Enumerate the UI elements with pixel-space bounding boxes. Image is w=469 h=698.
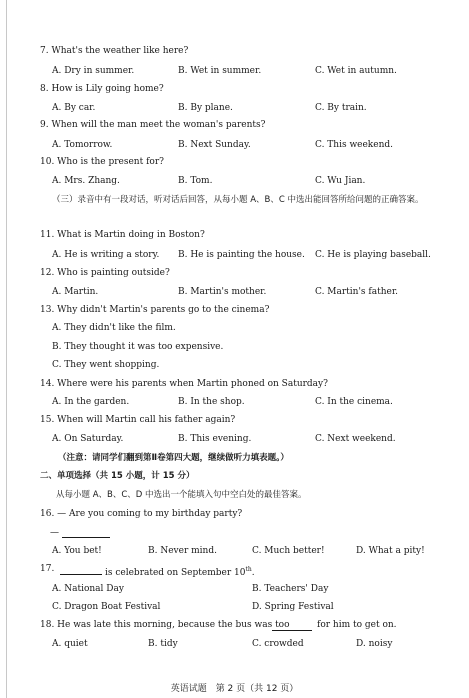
option-12c: C. Martin's father.	[315, 287, 399, 297]
option-17c: C. Dragon Boat Festival	[52, 602, 161, 612]
option-13c: C. They went shopping.	[52, 360, 160, 370]
section-2-instruction: 从每小题 A、B、C、D 中选出一个能填入句中空白处的最佳答案。	[56, 490, 307, 500]
option-9c: C. This weekend.	[315, 140, 393, 150]
question-9: 9. When will the man meet the woman's parents?	[40, 120, 266, 130]
option-8b: B. By plane.	[178, 103, 233, 113]
question-17-text	[105, 564, 255, 579]
question-8: 8. How is Lily going home?	[40, 84, 164, 94]
option-11c: C. He is playing baseball.	[315, 250, 431, 260]
option-10b: B. Tom.	[178, 176, 213, 186]
answer-blank-17	[60, 574, 102, 575]
question-16-reply-dash: —	[50, 528, 59, 538]
question-7: 7. What's the weather like here?	[40, 46, 189, 56]
question-17-number: 17.	[40, 564, 55, 574]
option-15a: A. On Saturday.	[52, 434, 124, 444]
question-13: 13. Why didn't Martin's parents go to the cinema?	[40, 305, 270, 315]
option-10c: C. Wu Jian.	[315, 176, 366, 186]
option-15c: C. Next weekend.	[315, 434, 396, 444]
question-17-rest: is celebrated on September 10	[105, 568, 246, 578]
option-16b: B. Never mind.	[148, 546, 217, 556]
listening-note: （注意：请同学们翻到第Ⅱ卷第四大题，继续做听力填表题。）	[58, 453, 289, 463]
option-10a: A. Mrs. Zhang.	[52, 176, 120, 186]
option-18b: B. tidy	[148, 639, 178, 649]
option-13b: B. They thought it was too expensive.	[52, 342, 224, 352]
option-9b: B. Next Sunday.	[178, 140, 251, 150]
option-7a: A. Dry in summer.	[52, 66, 135, 76]
binding-margin-line	[6, 0, 7, 698]
option-17a: A. National Day	[52, 584, 124, 594]
answer-blank-18	[272, 630, 312, 631]
question-11: 11. What is Martin doing in Boston?	[40, 230, 205, 240]
option-8a: A. By car.	[52, 103, 96, 113]
option-16d: D. What a pity!	[356, 546, 425, 556]
option-17b: B. Teachers' Day	[252, 584, 329, 594]
option-16c: C. Much better!	[252, 546, 325, 556]
option-7c: C. Wet in autumn.	[315, 66, 397, 76]
option-15b: B. This evening.	[178, 434, 252, 444]
option-16a: A. You bet!	[52, 546, 102, 556]
option-11b: B. He is painting the house.	[178, 250, 305, 260]
question-16: 16. — Are you coming to my birthday party?	[40, 509, 243, 519]
question-10: 10. Who is the present for?	[40, 157, 164, 167]
question-12: 12. Who is painting outside?	[40, 268, 170, 278]
option-13a: A. They didn't like the film.	[52, 323, 176, 333]
question-15: 15. When will Martin call his father again?	[40, 415, 236, 425]
question-14: 14. Where were his parents when Martin phoned on Saturday?	[40, 379, 328, 389]
question-18-part1: 18. He was late this morning, because the bus was too	[40, 620, 290, 630]
option-18a: A. quiet	[52, 639, 88, 649]
option-18d: D. noisy	[356, 639, 393, 649]
option-9a: A. Tomorrow.	[52, 140, 113, 150]
option-12a: A. Martin.	[52, 287, 99, 297]
option-17d: D. Spring Festival	[252, 602, 334, 612]
option-8c: C. By train.	[315, 103, 367, 113]
question-17-end: .	[251, 568, 255, 578]
page-footer: 英语试题 第 2 页（共 12 页）	[170, 684, 299, 694]
option-11a: A. He is writing a story.	[52, 250, 160, 260]
option-14c: C. In the cinema.	[315, 397, 393, 407]
section-3-instruction: （三）录音中有一段对话，听对话后回答，从每小题 A、B、C 中选出能回答所给问题的正确答案。	[52, 195, 424, 205]
question-17-sup: th	[245, 566, 252, 573]
option-14b: B. In the shop.	[178, 397, 245, 407]
option-7b: B. Wet in summer.	[178, 66, 262, 76]
option-12b: B. Martin's mother.	[178, 287, 267, 297]
option-14a: A. In the garden.	[52, 397, 130, 407]
answer-blank-16	[62, 537, 110, 538]
question-18-part2: for him to get on.	[317, 620, 397, 630]
section-2-title: 二、单项选择（共 15 小题，计 15 分）	[40, 471, 195, 481]
option-18c: C. crowded	[252, 639, 304, 649]
